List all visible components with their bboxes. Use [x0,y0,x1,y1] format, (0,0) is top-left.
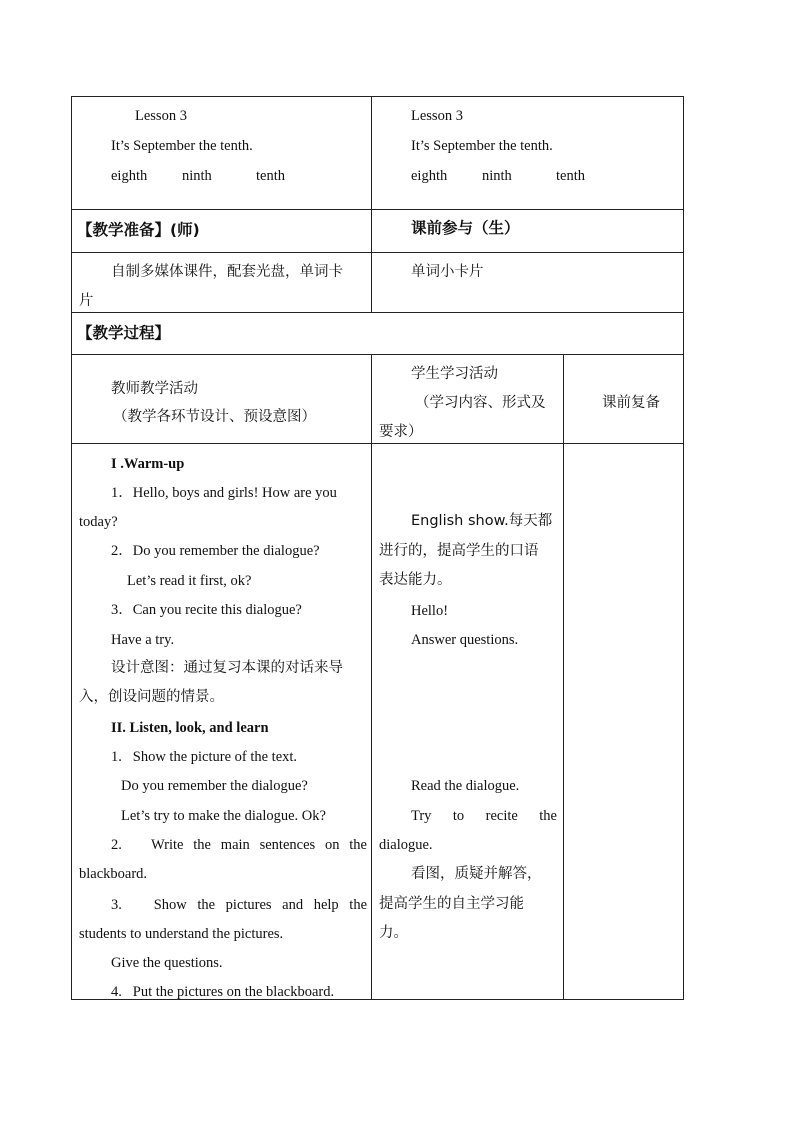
teacher-line: 4. Put the pictures on the blackboard. [111,984,335,1000]
lesson-word-left: tenth [256,168,285,184]
prep-student-text: 单词小卡片 [411,264,484,280]
student-line: 力。 [379,925,408,941]
student-line: Answer questions. [411,632,519,648]
prep-teacher-text: 片 [79,293,94,309]
teacher-column-subheader: （教学各环节设计、预设意图） [113,409,316,425]
table-border [71,96,72,1000]
teacher-line: 1. Show the picture of the text. [111,749,298,765]
lesson-sentence-right: It’s September the tenth. [411,138,553,154]
student-line: 表达能力。 [379,572,452,588]
lesson-title-right: Lesson 3 [411,108,463,124]
lesson-word-right: tenth [556,168,585,184]
table-border [371,354,372,1000]
lesson-sentence-left: It’s September the tenth. [111,138,253,154]
student-line: 进行的，提高学生的口语 [379,543,539,559]
student-line: Hello! [411,603,449,619]
table-border [563,354,564,1000]
teacher-line: 3. Show the pictures and help the [111,897,367,913]
teacher-line: Have a try. [111,632,175,648]
table-border [71,312,684,313]
teacher-line: 1．Hello, boys and girls! How are you [111,485,337,501]
lesson-word-left: eighth [111,168,148,184]
prep-student-heading: 课前参与（生） [411,219,520,237]
teacher-line: blackboard. [79,866,148,882]
table-border [71,252,684,253]
teacher-line: Give the questions. [111,955,223,971]
teacher-line: 设计意图：通过复习本课的对话来导 [111,660,343,676]
section-heading: II. Listen, look, and learn [111,720,269,736]
prep-teacher-heading: 【教学准备】(师) [77,221,200,239]
lesson-title-left: Lesson 3 [135,108,187,124]
student-column-header: 学生学习活动 [411,366,498,382]
prep-teacher-text: 自制多媒体课件，配套光盘，单词卡 [111,264,343,280]
teacher-line: Do you remember the dialogue? [121,778,308,794]
student-line: 看图，质疑并解答， [411,866,542,882]
table-border [71,96,684,97]
student-line: Try to recite the [411,808,557,824]
student-line: English show.每天都 [411,513,553,529]
teacher-line: 2．Do you remember the dialogue? [111,543,320,559]
student-column-subheader: （学习内容、形式及 [415,395,546,411]
table-border [71,443,684,444]
lesson-plan-table [71,96,684,1000]
lesson-word-left: ninth [182,168,212,184]
student-column-subheader: 要求） [379,424,423,440]
teacher-line: Let’s try to make the dialogue. Ok? [121,808,326,824]
student-line: Read the dialogue. [411,778,520,794]
process-heading: 【教学过程】 [77,324,171,342]
teacher-line: Let’s read it first, ok? [127,573,252,589]
teacher-line: 3．Can you recite this dialogue? [111,602,302,618]
lesson-word-right: eighth [411,168,448,184]
student-line: dialogue. [379,837,433,853]
table-border [71,354,684,355]
section-heading: I .Warm-up [111,456,185,472]
table-border [683,96,684,1000]
student-line: 提高学生的自主学习能 [379,896,524,912]
review-column-header: 课前复备 [602,395,660,411]
teacher-line: today? [79,514,118,530]
table-border [371,96,372,312]
table-border [71,209,684,210]
teacher-line: 入，创设问题的情景。 [79,689,224,705]
lesson-word-right: ninth [482,168,512,184]
teacher-line: 2. Write the main sentences on the [111,837,367,853]
teacher-line: students to understand the pictures. [79,926,284,942]
teacher-column-header: 教师教学活动 [111,381,198,397]
